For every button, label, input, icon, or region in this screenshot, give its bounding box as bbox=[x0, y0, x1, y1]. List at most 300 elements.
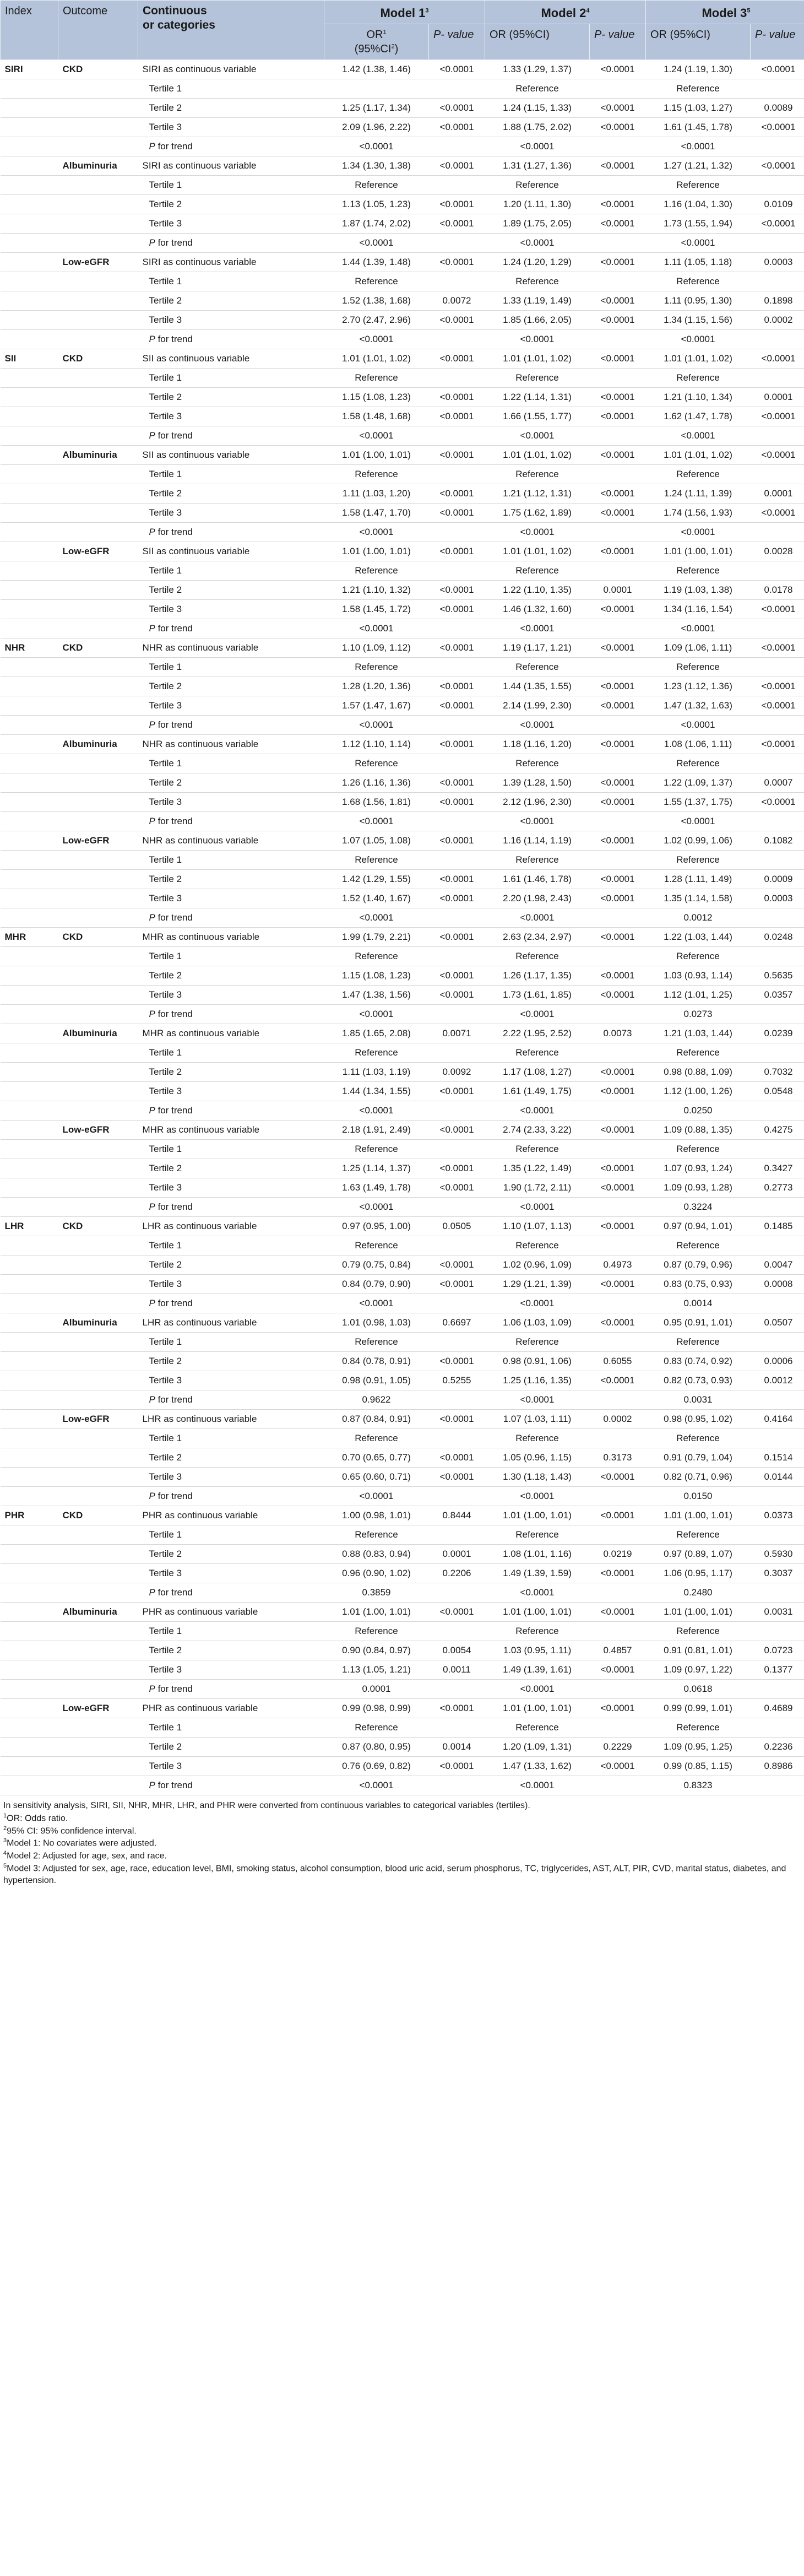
table-row bbox=[1, 253, 804, 272]
model1-p-cell: <0.0001 bbox=[429, 253, 485, 272]
index-cell bbox=[1, 889, 58, 908]
model2-p-cell bbox=[590, 1101, 646, 1121]
outcome-cell bbox=[58, 1005, 138, 1024]
index-cell: LHR bbox=[1, 1217, 58, 1236]
category-cell bbox=[138, 330, 324, 349]
model1-or-cell: 1.99 (1.79, 2.21) bbox=[324, 928, 429, 947]
table-row bbox=[1, 176, 804, 195]
category-cell: Tertile 3 bbox=[138, 1564, 324, 1583]
model1-or-cell: <0.0001 bbox=[324, 1487, 429, 1506]
trend-row bbox=[1, 523, 804, 542]
category-cell bbox=[138, 812, 324, 831]
model3-p-cell: 0.0012 bbox=[751, 1371, 804, 1390]
model3-p-cell: <0.0001 bbox=[751, 638, 804, 658]
model2-p-cell: 0.2229 bbox=[590, 1738, 646, 1757]
outcome-cell bbox=[58, 716, 138, 735]
table-row bbox=[1, 870, 804, 889]
model3-p-cell bbox=[751, 1718, 804, 1738]
index-cell bbox=[1, 1680, 58, 1699]
model2-p-cell: <0.0001 bbox=[590, 638, 646, 658]
index-cell bbox=[1, 793, 58, 812]
model2-p-cell: <0.0001 bbox=[590, 677, 646, 696]
category-cell bbox=[138, 137, 324, 156]
outcome-cell bbox=[58, 966, 138, 986]
outcome-cell: CKD bbox=[58, 60, 138, 79]
model1-or-cell: <0.0001 bbox=[324, 1005, 429, 1024]
category-cell: NHR as continuous variable bbox=[138, 638, 324, 658]
index-cell bbox=[1, 677, 58, 696]
index-cell bbox=[1, 1352, 58, 1371]
model1-p-cell bbox=[429, 1140, 485, 1159]
model3-or-cell: 1.35 (1.14, 1.58) bbox=[646, 889, 751, 908]
model1-p-cell: 0.0001 bbox=[429, 1545, 485, 1564]
outcome-cell: Low-eGFR bbox=[58, 542, 138, 561]
table-row bbox=[1, 118, 804, 137]
model2-or-cell: <0.0001 bbox=[485, 1680, 590, 1699]
table-row bbox=[1, 79, 804, 99]
category-cell: Tertile 2 bbox=[138, 1448, 324, 1468]
model2-or-cell: 1.07 (1.03, 1.11) bbox=[485, 1410, 590, 1429]
model2-p-cell bbox=[590, 561, 646, 581]
table-row bbox=[1, 311, 804, 330]
outcome-cell bbox=[58, 504, 138, 523]
model1-p-cell: 0.0092 bbox=[429, 1063, 485, 1082]
index-cell: SIRI bbox=[1, 60, 58, 79]
model2-p-cell bbox=[590, 1583, 646, 1603]
model3-p-cell bbox=[751, 465, 804, 484]
index-cell bbox=[1, 1101, 58, 1121]
model2-or-cell: 1.02 (0.96, 1.09) bbox=[485, 1255, 590, 1275]
model1-or-cell: 0.97 (0.95, 1.00) bbox=[324, 1217, 429, 1236]
model2-p-cell: <0.0001 bbox=[590, 388, 646, 407]
model3-header: Model $3^5$ bbox=[646, 1, 804, 24]
p-label: P bbox=[149, 141, 155, 151]
model2-or-cell: Reference bbox=[485, 369, 590, 388]
model1-or-cell: 2.18 (1.91, 2.49) bbox=[324, 1121, 429, 1140]
model3-or-cell: 1.28 (1.11, 1.49) bbox=[646, 870, 751, 889]
model3-or-cell: 1.02 (0.99, 1.06) bbox=[646, 831, 751, 851]
outcome-cell bbox=[58, 234, 138, 253]
model3-p-cell bbox=[751, 658, 804, 677]
p-label: P bbox=[149, 1587, 155, 1598]
model1-or-cell: Reference bbox=[324, 1236, 429, 1255]
model2-or-cell: <0.0001 bbox=[485, 330, 590, 349]
index-cell bbox=[1, 619, 58, 638]
trend-label: for trend bbox=[157, 1202, 193, 1212]
category-cell: PHR as continuous variable bbox=[138, 1603, 324, 1622]
trend-label: for trend bbox=[157, 334, 193, 344]
model1-or-cell: Reference bbox=[324, 1043, 429, 1063]
model2-or-cell: 1.31 (1.27, 1.36) bbox=[485, 156, 590, 176]
outcome-header: Outcome bbox=[58, 1, 138, 60]
model3-p-cell bbox=[751, 1140, 804, 1159]
model1-p-cell bbox=[429, 1525, 485, 1545]
outcome-cell bbox=[58, 99, 138, 118]
model2-p-cell bbox=[590, 812, 646, 831]
category-cell: Tertile 1 bbox=[138, 1236, 324, 1255]
model1-or-cell: 1.58 (1.48, 1.68) bbox=[324, 407, 429, 426]
model3-p-cell bbox=[751, 947, 804, 966]
model2-p-cell bbox=[590, 272, 646, 291]
table-body bbox=[1, 60, 804, 1795]
outcome-cell: Low-eGFR bbox=[58, 1410, 138, 1429]
trend-row bbox=[1, 426, 804, 446]
model3-or-cell: 1.11 (1.05, 1.18) bbox=[646, 253, 751, 272]
model1-p-cell: <0.0001 bbox=[429, 831, 485, 851]
footnote: $^1$OR: Odds ratio. bbox=[3, 1812, 68, 1823]
model3-or-cell: 0.82 (0.71, 0.96) bbox=[646, 1468, 751, 1487]
table-row bbox=[1, 1275, 804, 1294]
trend-row bbox=[1, 619, 804, 638]
model2-or-cell: 1.16 (1.14, 1.19) bbox=[485, 831, 590, 851]
table-row bbox=[1, 349, 804, 369]
index-cell bbox=[1, 1699, 58, 1718]
model3-p-cell: 0.3037 bbox=[751, 1564, 804, 1583]
model2-p-cell: <0.0001 bbox=[590, 311, 646, 330]
model1-p-cell: <0.0001 bbox=[429, 1757, 485, 1776]
model3-or-cell: 1.06 (0.95, 1.17) bbox=[646, 1564, 751, 1583]
outcome-cell bbox=[58, 677, 138, 696]
model3-p-cell: 0.1082 bbox=[751, 831, 804, 851]
model3-or-cell: 1.22 (1.03, 1.44) bbox=[646, 928, 751, 947]
p-label: P bbox=[149, 1684, 155, 1694]
model3-or-cell: 1.01 (1.00, 1.01) bbox=[646, 1506, 751, 1525]
model1-or-cell: Reference bbox=[324, 1718, 429, 1738]
table-row bbox=[1, 1313, 804, 1333]
p-label: P bbox=[149, 623, 155, 634]
model3-p-cell bbox=[751, 426, 804, 446]
outcome-cell bbox=[58, 581, 138, 600]
category-cell: PHR as continuous variable bbox=[138, 1506, 324, 1525]
model3-or-cell: <0.0001 bbox=[646, 234, 751, 253]
table-row bbox=[1, 1159, 804, 1178]
model3-or-cell: Reference bbox=[646, 1043, 751, 1063]
outcome-cell: CKD bbox=[58, 638, 138, 658]
model3-p-cell: 0.1514 bbox=[751, 1448, 804, 1468]
model3-or-cell: Reference bbox=[646, 369, 751, 388]
model1-or-cell: 1.11 (1.03, 1.20) bbox=[324, 484, 429, 504]
model2-p-cell: <0.0001 bbox=[590, 446, 646, 465]
model2-p-cell: <0.0001 bbox=[590, 735, 646, 754]
model1-or-cell: Reference bbox=[324, 561, 429, 581]
p-label: P bbox=[149, 719, 155, 730]
model1-p-cell bbox=[429, 79, 485, 99]
model1-or-cell: 1.58 (1.47, 1.70) bbox=[324, 504, 429, 523]
model3-or-header: OR (95%CI) bbox=[646, 24, 751, 60]
category-cell: SIRI as continuous variable bbox=[138, 156, 324, 176]
model3-p-cell: 0.3427 bbox=[751, 1159, 804, 1178]
table-row bbox=[1, 638, 804, 658]
model3-or-cell: Reference bbox=[646, 1622, 751, 1641]
model2-p-cell bbox=[590, 234, 646, 253]
category-cell: Tertile 1 bbox=[138, 754, 324, 773]
table-row bbox=[1, 986, 804, 1005]
model2-p-cell: 0.4973 bbox=[590, 1255, 646, 1275]
model2-or-cell: 2.74 (2.33, 3.22) bbox=[485, 1121, 590, 1140]
table-row bbox=[1, 1024, 804, 1043]
model3-p-header: P- value bbox=[751, 24, 804, 60]
model3-or-cell: Reference bbox=[646, 1333, 751, 1352]
model2-p-cell bbox=[590, 1390, 646, 1410]
table-row bbox=[1, 214, 804, 234]
model2-p-cell: <0.0001 bbox=[590, 1699, 646, 1718]
table-row bbox=[1, 1063, 804, 1082]
model3-p-cell: <0.0001 bbox=[751, 793, 804, 812]
trend-row bbox=[1, 1583, 804, 1603]
model1-p-cell: <0.0001 bbox=[429, 1468, 485, 1487]
table-row bbox=[1, 156, 804, 176]
model3-or-cell: 0.99 (0.99, 1.01) bbox=[646, 1699, 751, 1718]
model2-or-cell: Reference bbox=[485, 1429, 590, 1448]
model3-p-cell: <0.0001 bbox=[751, 446, 804, 465]
model1-p-cell: <0.0001 bbox=[429, 484, 485, 504]
index-cell bbox=[1, 1622, 58, 1641]
model1-or-cell: Reference bbox=[324, 947, 429, 966]
model1-p-cell: <0.0001 bbox=[429, 1603, 485, 1622]
outcome-cell bbox=[58, 407, 138, 426]
index-cell bbox=[1, 831, 58, 851]
model1-or-cell: 0.87 (0.84, 0.91) bbox=[324, 1410, 429, 1429]
table-row bbox=[1, 1236, 804, 1255]
category-cell: Tertile 2 bbox=[138, 966, 324, 986]
model3-or-cell: Reference bbox=[646, 1236, 751, 1255]
table-row bbox=[1, 1757, 804, 1776]
index-cell bbox=[1, 966, 58, 986]
category-cell: Tertile 3 bbox=[138, 1275, 324, 1294]
index-cell bbox=[1, 1024, 58, 1043]
model1-p-cell: 0.0054 bbox=[429, 1641, 485, 1660]
model3-or-cell: Reference bbox=[646, 465, 751, 484]
model2-p-cell: 0.4857 bbox=[590, 1641, 646, 1660]
category-cell: Tertile 2 bbox=[138, 1738, 324, 1757]
model1-or-cell bbox=[324, 79, 429, 99]
table-row bbox=[1, 446, 804, 465]
trend-label: for trend bbox=[157, 141, 193, 151]
model2-or-cell: 1.30 (1.18, 1.43) bbox=[485, 1468, 590, 1487]
index-cell bbox=[1, 754, 58, 773]
model1-p-header: P- value bbox=[429, 24, 485, 60]
model1-or-cell: 1.01 (1.01, 1.02) bbox=[324, 349, 429, 369]
model2-p-cell bbox=[590, 523, 646, 542]
model3-or-cell: 1.27 (1.21, 1.32) bbox=[646, 156, 751, 176]
model3-or-cell: 0.97 (0.94, 1.01) bbox=[646, 1217, 751, 1236]
model3-or-cell: 1.61 (1.45, 1.78) bbox=[646, 118, 751, 137]
index-cell bbox=[1, 1738, 58, 1757]
outcome-cell bbox=[58, 1178, 138, 1198]
model3-p-cell: 0.0007 bbox=[751, 773, 804, 793]
model3-or-cell: Reference bbox=[646, 947, 751, 966]
model3-or-cell: 1.23 (1.12, 1.36) bbox=[646, 677, 751, 696]
model2-p-cell bbox=[590, 1236, 646, 1255]
model2-or-cell: 1.01 (1.01, 1.02) bbox=[485, 542, 590, 561]
outcome-cell bbox=[58, 1776, 138, 1795]
outcome-cell bbox=[58, 1448, 138, 1468]
outcome-cell bbox=[58, 870, 138, 889]
model3-or-cell: Reference bbox=[646, 754, 751, 773]
index-cell bbox=[1, 311, 58, 330]
model1-or-cell: 1.58 (1.45, 1.72) bbox=[324, 600, 429, 619]
category-cell: Tertile 3 bbox=[138, 1660, 324, 1680]
table-row bbox=[1, 407, 804, 426]
outcome-cell: CKD bbox=[58, 1506, 138, 1525]
model2-p-cell bbox=[590, 1680, 646, 1699]
model3-p-cell: <0.0001 bbox=[751, 349, 804, 369]
model3-or-cell: Reference bbox=[646, 561, 751, 581]
index-cell bbox=[1, 1294, 58, 1313]
outcome-cell bbox=[58, 986, 138, 1005]
model3-p-cell: 0.0723 bbox=[751, 1641, 804, 1660]
index-cell: MHR bbox=[1, 928, 58, 947]
trend-row bbox=[1, 812, 804, 831]
model3-or-cell: 0.99 (0.85, 1.15) bbox=[646, 1757, 751, 1776]
p-label: P bbox=[149, 430, 155, 441]
index-cell bbox=[1, 234, 58, 253]
outcome-cell: Albuminuria bbox=[58, 1313, 138, 1333]
table-row bbox=[1, 793, 804, 812]
model2-or-cell: 1.66 (1.55, 1.77) bbox=[485, 407, 590, 426]
model1-or-cell: Reference bbox=[324, 851, 429, 870]
category-cell: NHR as continuous variable bbox=[138, 831, 324, 851]
category-cell: Tertile 3 bbox=[138, 986, 324, 1005]
category-cell: Tertile 2 bbox=[138, 1255, 324, 1275]
model2-p-cell: <0.0001 bbox=[590, 966, 646, 986]
model2-p-cell bbox=[590, 330, 646, 349]
table-header bbox=[1, 1, 804, 60]
model2-p-cell bbox=[590, 1140, 646, 1159]
model2-p-cell: <0.0001 bbox=[590, 253, 646, 272]
table-row bbox=[1, 99, 804, 118]
model1-p-cell bbox=[429, 1043, 485, 1063]
table-row bbox=[1, 291, 804, 311]
category-cell: Tertile 2 bbox=[138, 1545, 324, 1564]
model3-or-cell: 0.2480 bbox=[646, 1583, 751, 1603]
model3-p-cell bbox=[751, 330, 804, 349]
outcome-cell bbox=[58, 1294, 138, 1313]
model3-p-cell: <0.0001 bbox=[751, 407, 804, 426]
index-cell bbox=[1, 1525, 58, 1545]
model3-p-cell: 0.1485 bbox=[751, 1217, 804, 1236]
model1-or-cell: <0.0001 bbox=[324, 908, 429, 928]
outcome-cell: CKD bbox=[58, 349, 138, 369]
model3-or-cell: 1.01 (1.01, 1.02) bbox=[646, 446, 751, 465]
model1-or-cell: 0.96 (0.90, 1.02) bbox=[324, 1564, 429, 1583]
category-header: Continuous or categories bbox=[138, 1, 324, 60]
model1-or-cell: Reference bbox=[324, 176, 429, 195]
table-row bbox=[1, 581, 804, 600]
outcome-cell bbox=[58, 214, 138, 234]
table-row bbox=[1, 1506, 804, 1525]
trend-label: for trend bbox=[157, 623, 193, 634]
table-row bbox=[1, 1564, 804, 1583]
model3-p-cell: 0.4275 bbox=[751, 1121, 804, 1140]
table-row bbox=[1, 195, 804, 214]
model1-or-cell: <0.0001 bbox=[324, 1198, 429, 1217]
model2-p-cell: <0.0001 bbox=[590, 1660, 646, 1680]
model1-or-cell: 1.21 (1.10, 1.32) bbox=[324, 581, 429, 600]
model3-p-cell bbox=[751, 137, 804, 156]
model2-or-cell: <0.0001 bbox=[485, 619, 590, 638]
outcome-cell bbox=[58, 137, 138, 156]
category-cell bbox=[138, 1487, 324, 1506]
outcome-cell bbox=[58, 1063, 138, 1082]
model3-p-cell bbox=[751, 272, 804, 291]
trend-label: for trend bbox=[157, 1298, 193, 1308]
model3-or-cell: 1.55 (1.37, 1.75) bbox=[646, 793, 751, 812]
model2-or-cell: 1.44 (1.35, 1.55) bbox=[485, 677, 590, 696]
category-cell: NHR as continuous variable bbox=[138, 735, 324, 754]
model2-p-cell bbox=[590, 465, 646, 484]
index-cell bbox=[1, 716, 58, 735]
model2-p-cell bbox=[590, 851, 646, 870]
outcome-cell: CKD bbox=[58, 928, 138, 947]
category-cell: MHR as continuous variable bbox=[138, 1024, 324, 1043]
model1-or-cell: 0.99 (0.98, 0.99) bbox=[324, 1699, 429, 1718]
model1-or-cell: 0.90 (0.84, 0.97) bbox=[324, 1641, 429, 1660]
index-cell bbox=[1, 407, 58, 426]
index-cell bbox=[1, 523, 58, 542]
model1-or-cell: 1.42 (1.38, 1.46) bbox=[324, 60, 429, 79]
model2-p-cell bbox=[590, 1718, 646, 1738]
model2-p-cell: <0.0001 bbox=[590, 773, 646, 793]
index-cell bbox=[1, 1313, 58, 1333]
trend-row bbox=[1, 908, 804, 928]
trend-row bbox=[1, 330, 804, 349]
model2-or-cell: <0.0001 bbox=[485, 1390, 590, 1410]
model3-p-cell bbox=[751, 1525, 804, 1545]
model3-p-cell: 0.1898 bbox=[751, 291, 804, 311]
category-cell bbox=[138, 426, 324, 446]
outcome-cell bbox=[58, 1564, 138, 1583]
index-cell bbox=[1, 291, 58, 311]
model2-p-cell bbox=[590, 1198, 646, 1217]
table-row bbox=[1, 1468, 804, 1487]
index-cell bbox=[1, 1718, 58, 1738]
outcome-cell bbox=[58, 1487, 138, 1506]
model1-p-cell: 0.5255 bbox=[429, 1371, 485, 1390]
outcome-cell: Albuminuria bbox=[58, 446, 138, 465]
model3-p-cell: 0.7032 bbox=[751, 1063, 804, 1082]
model1-p-cell: 0.0014 bbox=[429, 1738, 485, 1757]
model3-p-cell: 0.0009 bbox=[751, 870, 804, 889]
model3-or-cell: 0.82 (0.73, 0.93) bbox=[646, 1371, 751, 1390]
category-cell: Tertile 2 bbox=[138, 1641, 324, 1660]
model3-p-cell: <0.0001 bbox=[751, 600, 804, 619]
index-cell bbox=[1, 1159, 58, 1178]
model2-or-cell: 1.01 (1.00, 1.01) bbox=[485, 1699, 590, 1718]
model1-p-cell: <0.0001 bbox=[429, 1352, 485, 1371]
outcome-cell bbox=[58, 118, 138, 137]
model2-p-cell: 0.6055 bbox=[590, 1352, 646, 1371]
category-cell: Tertile 1 bbox=[138, 1622, 324, 1641]
model1-p-cell bbox=[429, 754, 485, 773]
p-label: P bbox=[149, 912, 155, 923]
outcome-cell bbox=[58, 1429, 138, 1448]
model3-p-cell bbox=[751, 1294, 804, 1313]
category-cell: Tertile 2 bbox=[138, 870, 324, 889]
model3-p-cell bbox=[751, 1622, 804, 1641]
outcome-cell bbox=[58, 773, 138, 793]
outcome-cell bbox=[58, 812, 138, 831]
model1-p-cell bbox=[429, 1294, 485, 1313]
model1-p-cell bbox=[429, 619, 485, 638]
model2-or-cell: 1.90 (1.72, 2.11) bbox=[485, 1178, 590, 1198]
model1-or-cell: 1.26 (1.16, 1.36) bbox=[324, 773, 429, 793]
outcome-cell: Albuminuria bbox=[58, 1603, 138, 1622]
model2-p-cell: <0.0001 bbox=[590, 1506, 646, 1525]
model1-p-cell: <0.0001 bbox=[429, 638, 485, 658]
index-cell bbox=[1, 118, 58, 137]
model3-p-cell bbox=[751, 754, 804, 773]
